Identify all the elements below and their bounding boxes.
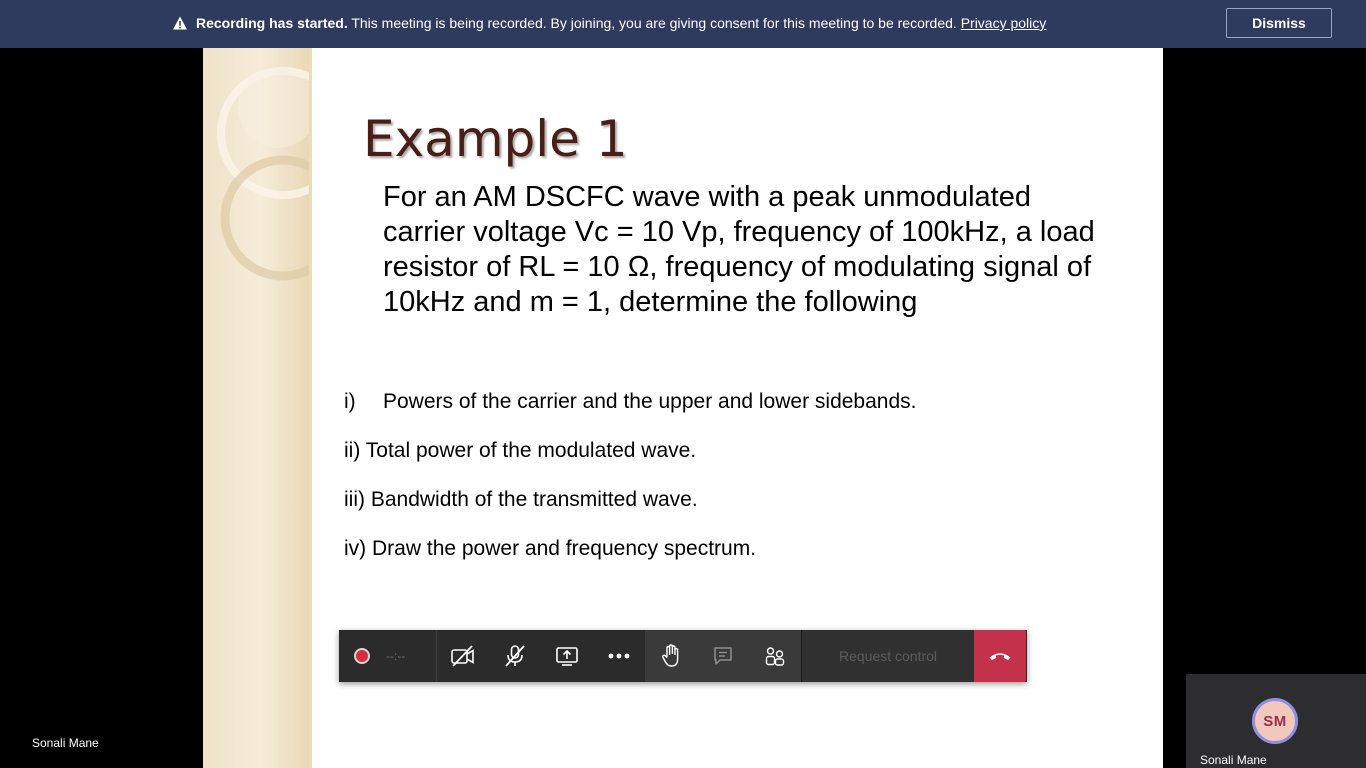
list-item-text: Bandwidth of the transmitted wave.: [370, 488, 698, 511]
list-item-number: iii): [344, 488, 365, 511]
slide-body-text: For an AM DSCFC wave with a peak unmodulated carrier voltage Vc = 10 Vp, frequency of 100kHz, a load resistor of RL = 10 Ω, frequency of modulating signal of 10kHz and m = 1, determine the following: [383, 181, 1095, 318]
list-item: [344, 488, 698, 512]
list-item-text: Powers of the carrier and the upper and lower sidebands.: [383, 390, 917, 413]
meeting-toolbar: [339, 630, 1027, 682]
privacy-policy-link[interactable]: Privacy policy: [960, 15, 1047, 31]
list-item: [344, 390, 916, 414]
raise-hand-button[interactable]: [645, 630, 697, 682]
list-item-number: i): [344, 390, 356, 413]
record-icon: [354, 648, 370, 664]
more-icon: [607, 652, 631, 660]
presenter-name: Sonali Mane: [32, 736, 99, 750]
self-view-name: Sonali Mane: [1200, 753, 1267, 767]
participants-icon: [764, 645, 786, 667]
more-actions-button[interactable]: [593, 630, 645, 682]
request-control-button[interactable]: Request control: [802, 630, 974, 682]
call-timer: --:--: [386, 649, 406, 663]
hang-up-icon: [988, 650, 1012, 662]
recording-text: This meeting is being recorded. By joining, you are giving consent for this meeting to be recorded.: [351, 15, 957, 31]
hang-up-button[interactable]: [974, 630, 1026, 682]
list-item: [344, 537, 756, 561]
camera-off-icon: [450, 645, 476, 667]
recording-indicator[interactable]: [339, 630, 437, 682]
recording-title: Recording has started.: [196, 15, 348, 31]
recording-banner: [0, 0, 1366, 48]
list-item-number: ii): [344, 439, 361, 462]
list-item-text: Total power of the modulated wave.: [365, 439, 697, 462]
dismiss-button[interactable]: Dismiss: [1226, 8, 1332, 38]
share-screen-button[interactable]: [541, 630, 593, 682]
chat-icon: [712, 645, 734, 667]
list-item-number: iv): [344, 537, 367, 560]
toolbar-secondary-group: [645, 630, 801, 682]
slide-decoration: [203, 48, 312, 768]
recording-message: [172, 15, 1046, 31]
raise-hand-icon: [660, 644, 682, 668]
warning-icon: [172, 15, 188, 31]
participants-button[interactable]: [749, 630, 801, 682]
slide-title: Example 1: [363, 110, 628, 168]
share-screen-icon: [555, 645, 579, 667]
avatar: SM: [1252, 698, 1298, 744]
list-item: [344, 439, 696, 463]
slide-swirl-decoration: [203, 48, 309, 768]
chat-button[interactable]: [697, 630, 749, 682]
camera-toggle-button[interactable]: [437, 630, 489, 682]
list-item-text: Draw the power and frequency spectrum.: [372, 537, 757, 560]
mic-off-icon: [503, 644, 527, 668]
mic-toggle-button[interactable]: [489, 630, 541, 682]
self-view-tile[interactable]: [1186, 674, 1366, 768]
